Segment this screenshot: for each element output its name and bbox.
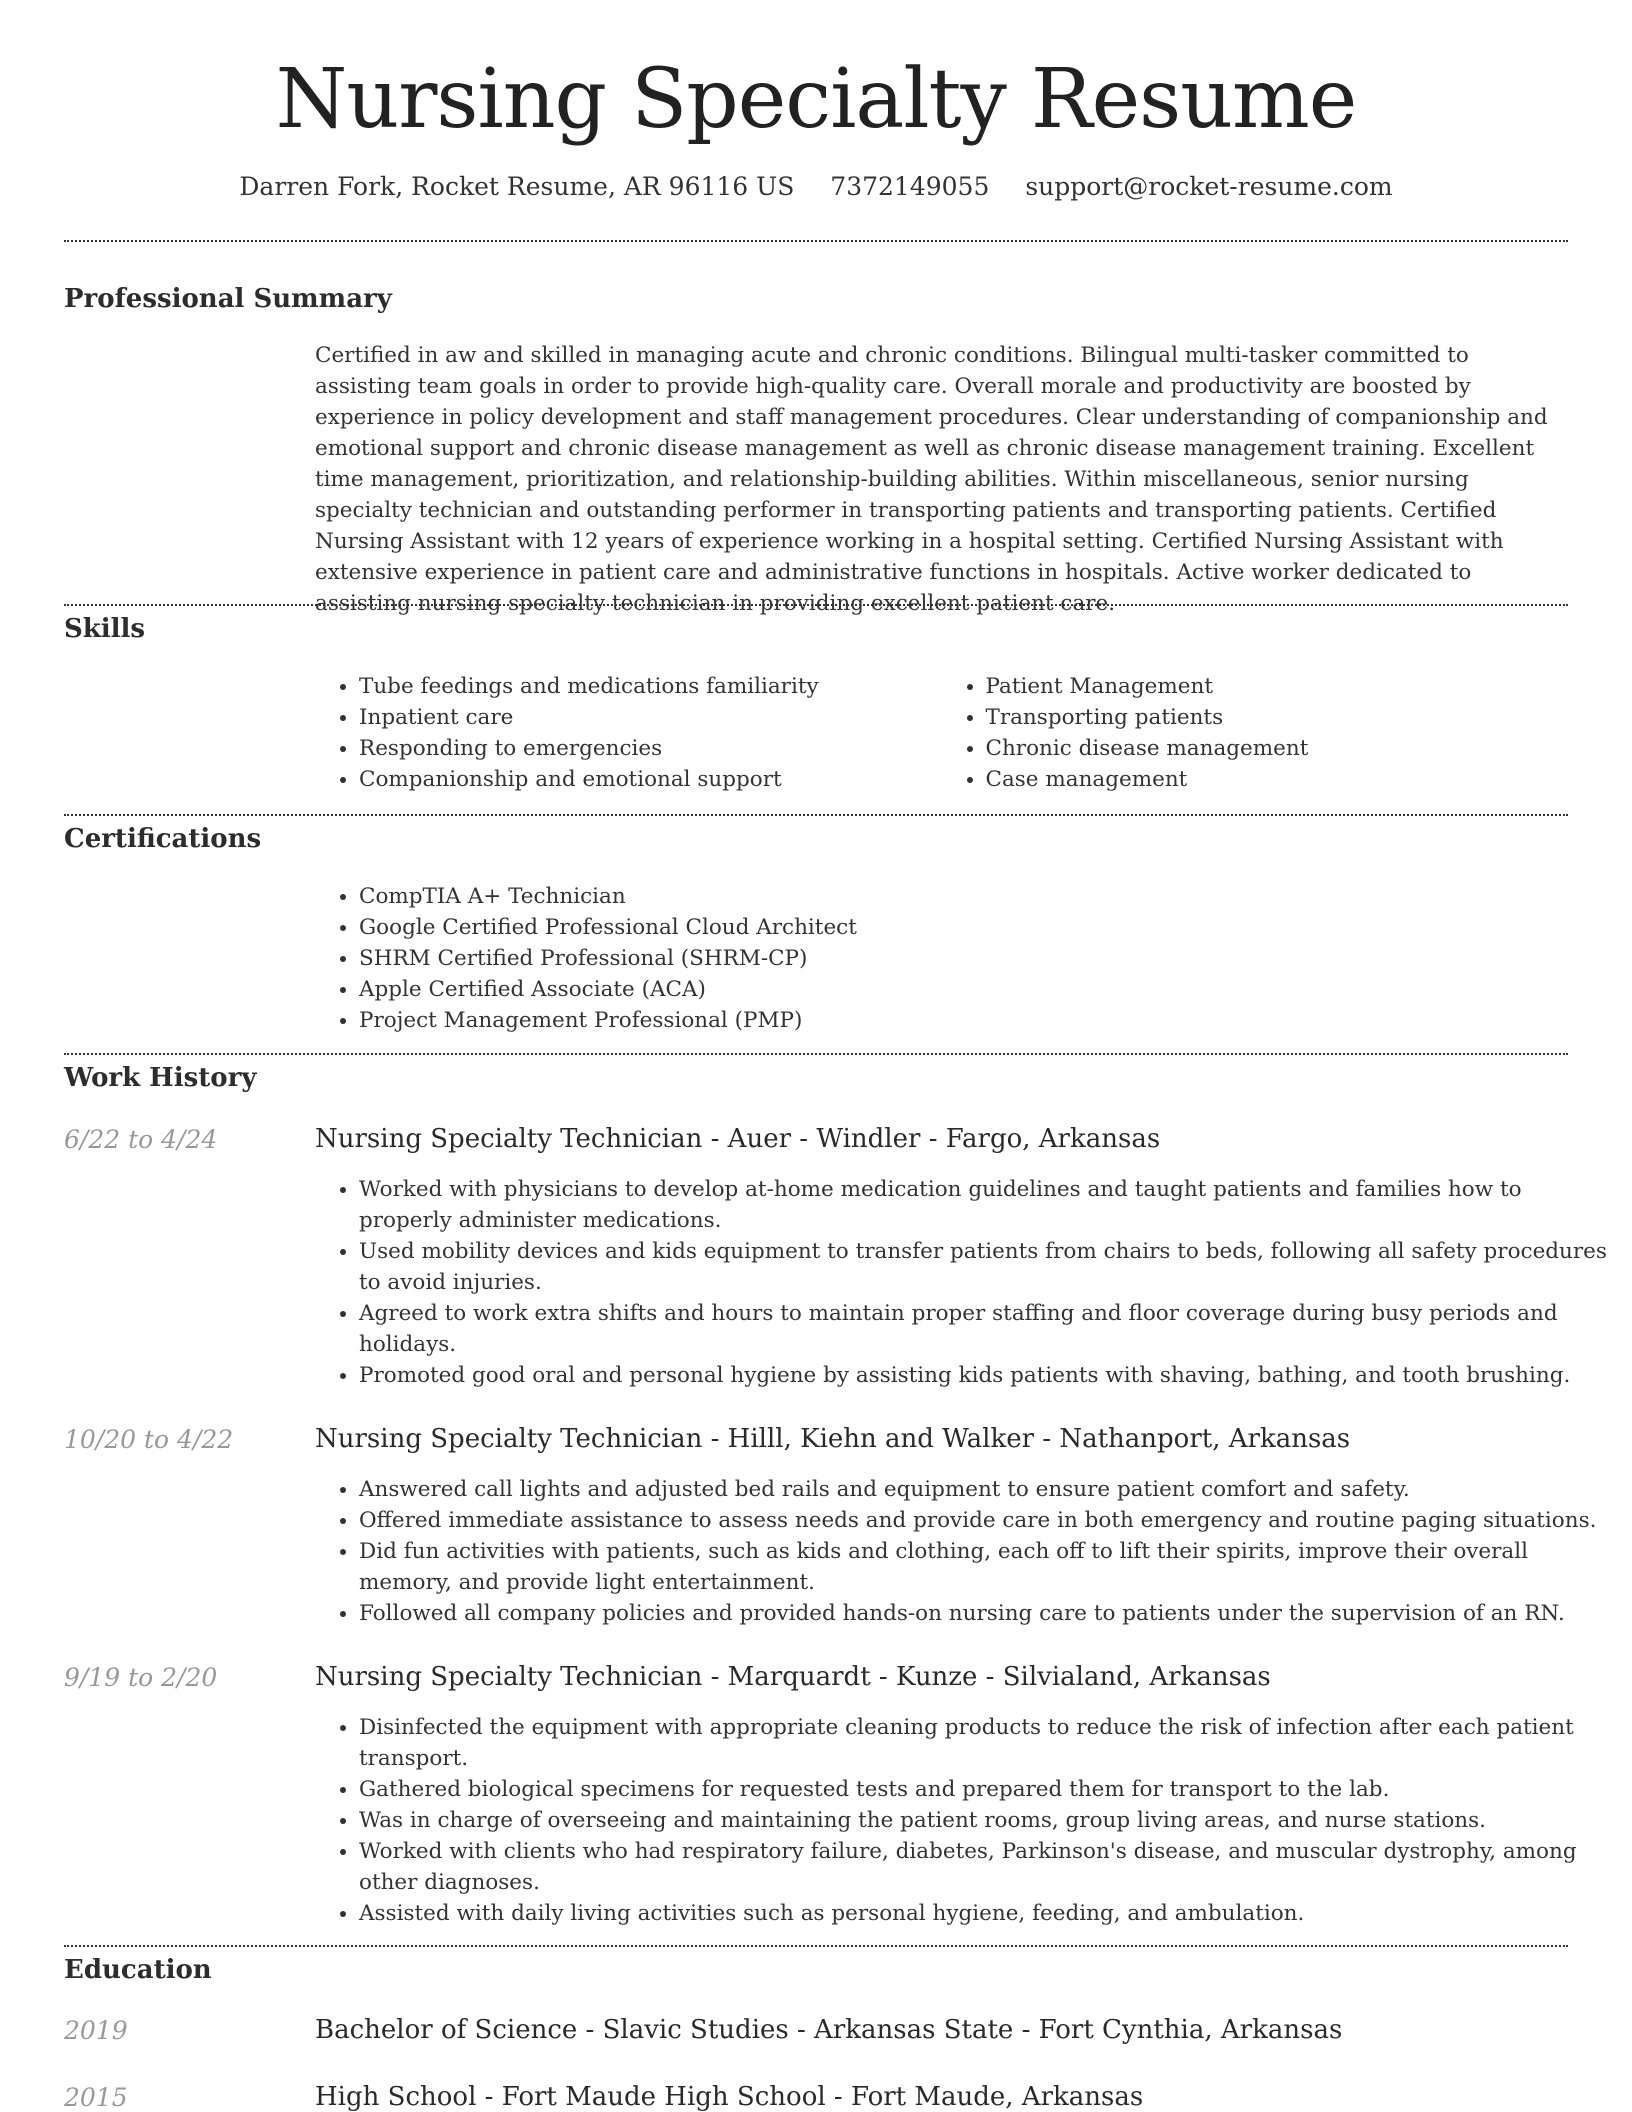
job-date: 6/22 to 4/24	[64, 1125, 218, 1154]
certification-item: • CompTIA A+ Technician	[359, 881, 1568, 912]
skill-item: • Patient Management	[986, 671, 1569, 702]
job-date: 10/20 to 4/22	[64, 1425, 234, 1454]
job-bullet: • Assisted with daily living activities such as personal hygiene, feeding, and ambulation.	[359, 1898, 1612, 1929]
certification-item: • SHRM Certified Professional (SHRM-CP)	[359, 943, 1568, 974]
skills-list-left	[315, 671, 942, 795]
skill-item: • Chronic disease management	[986, 733, 1569, 764]
skill-item: • Inpatient care	[359, 702, 942, 733]
certifications-list	[315, 881, 1568, 1036]
skill-item: • Tube feedings and medications familiarity	[359, 671, 942, 702]
job-title: Nursing Specialty Technician - Auer - Windler - Fargo, Arkansas	[315, 1124, 1161, 1154]
page-title: Nursing Specialty Resume	[275, 52, 1357, 147]
job-bullets	[315, 1712, 1612, 1929]
job-bullet: • Did fun activities with patients, such as kids and clothing, each off to lift their spirits, improve their overall memory, and provide light entertainment.	[359, 1536, 1612, 1598]
job-bullet: • Promoted good oral and personal hygiene by assisting kids patients with shaving, bathing, and tooth brushing.	[359, 1360, 1612, 1391]
resume-header	[0, 0, 1632, 201]
job-bullet: • Worked with physicians to develop at-home medication guidelines and taught patients and families how to properly administer medications.	[359, 1174, 1612, 1236]
job-bullets	[315, 1174, 1612, 1391]
skills-heading: Skills	[64, 614, 146, 644]
certification-item: • Google Certified Professional Cloud Architect	[359, 912, 1568, 943]
job-bullets	[315, 1474, 1612, 1629]
job-bullet: • Used mobility devices and kids equipment to transfer patients from chairs to beds, following all safety procedures to avoid injuries.	[359, 1236, 1612, 1298]
skill-item: • Transporting patients	[986, 702, 1569, 733]
job-bullet: • Agreed to work extra shifts and hours to maintain proper staffing and floor coverage during busy periods and holidays.	[359, 1298, 1612, 1360]
contact-address: Darren Fork, Rocket Resume, AR 96116 US	[239, 172, 795, 201]
job-title: Nursing Specialty Technician - Marquardt - Kunze - Silvialand, Arkansas	[315, 1662, 1271, 1692]
divider	[64, 814, 1568, 816]
job-date: 9/19 to 2/20	[64, 1663, 218, 1692]
contact-line	[0, 172, 1632, 201]
education-heading: Education	[64, 1955, 212, 1985]
education-date: 2015	[64, 2083, 128, 2112]
job-title: Nursing Specialty Technician - Hilll, Kiehn and Walker - Nathanport, Arkansas	[315, 1424, 1351, 1454]
skill-item: • Case management	[986, 764, 1569, 795]
job-bullet: • Disinfected the equipment with appropriate cleaning products to reduce the risk of infection after each patient transport.	[359, 1712, 1612, 1774]
education-title: High School - Fort Maude High School - Fort Maude, Arkansas	[315, 2082, 1144, 2112]
divider	[64, 604, 1568, 606]
certifications-heading: Certifications	[64, 824, 262, 854]
skills-list-right	[942, 671, 1569, 795]
skill-item: • Responding to emergencies	[359, 733, 942, 764]
contact-email: support@rocket-resume.com	[1025, 172, 1393, 201]
job-bullet: • Followed all company policies and provided hands-on nursing care to patients under the supervision of an RN.	[359, 1598, 1612, 1629]
job-bullet: • Worked with clients who had respiratory failure, diabetes, Parkinson's disease, and muscular dystrophy, among other diagnoses.	[359, 1836, 1612, 1898]
work-history-heading: Work History	[64, 1063, 257, 1093]
skill-item: • Companionship and emotional support	[359, 764, 942, 795]
summary-text: Certified in aw and skilled in managing acute and chronic conditions. Bilingual multi-tasker committed to assisting team goals in order to provide high-quality care. Overall morale and productivity are boosted by experience in policy development and staff management procedures. Clear understanding of companionship and emotional support and chronic disease management as well as chronic disease management training. Excellent time management, prioritization, and relationship-building abilities. Within miscellaneous, senior nursing specialty technician and outstanding performer in transporting patients and transporting patients. Certified Nursing Assistant with 12 years of experience working in a hospital setting. Certified Nursing Assistant with extensive experience in patient care and administrative functions in hospitals. Active worker dedicated to assisting nursing specialty technician in providing excellent patient care.	[315, 343, 1548, 616]
job-bullet: • Was in charge of overseeing and maintaining the patient rooms, group living areas, and nurse stations.	[359, 1805, 1612, 1836]
divider	[64, 240, 1568, 242]
education-title: Bachelor of Science - Slavic Studies - Arkansas State - Fort Cynthia, Arkansas	[315, 2015, 1343, 2045]
certification-item: • Project Management Professional (PMP)	[359, 1005, 1568, 1036]
job-bullet: • Gathered biological specimens for requested tests and prepared them for transport to the lab.	[359, 1774, 1612, 1805]
divider	[64, 1053, 1568, 1055]
certification-item: • Apple Certified Associate (ACA)	[359, 974, 1568, 1005]
summary-heading: Professional Summary	[64, 284, 392, 314]
contact-phone: 7372149055	[830, 172, 990, 201]
education-date: 2019	[64, 2016, 128, 2045]
job-bullet: • Offered immediate assistance to assess needs and provide care in both emergency and routine paging situations.	[359, 1505, 1612, 1536]
job-bullet: • Answered call lights and adjusted bed rails and equipment to ensure patient comfort and safety.	[359, 1474, 1612, 1505]
divider	[64, 1945, 1568, 1947]
